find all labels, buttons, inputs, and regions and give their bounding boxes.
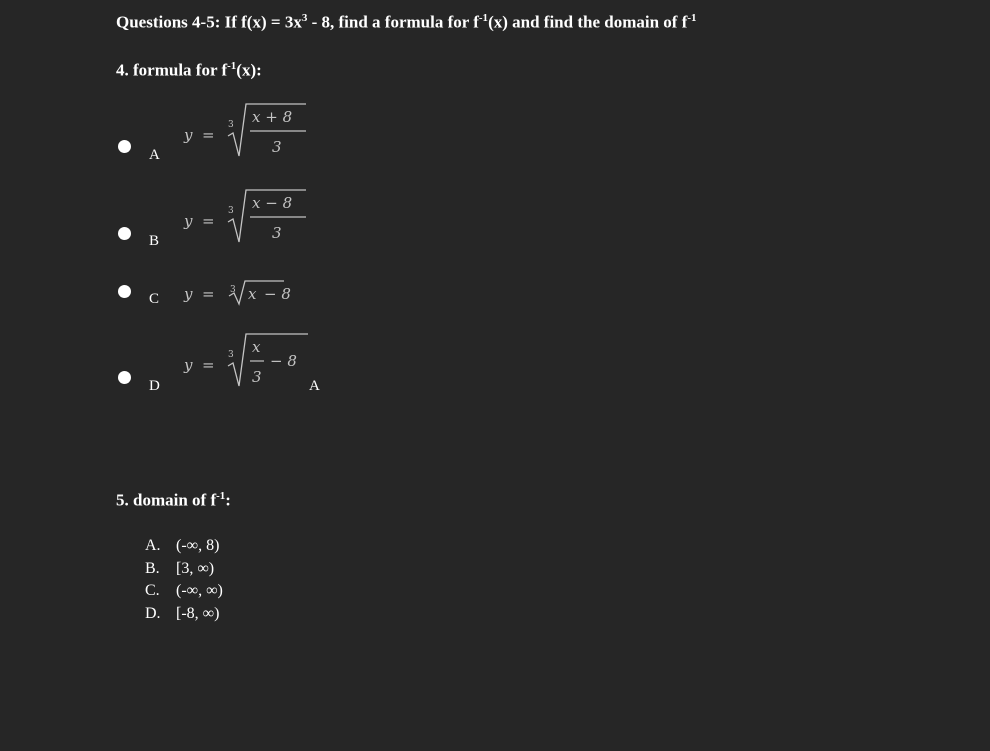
option-d-letter: D xyxy=(149,378,160,394)
radio-option-d[interactable] xyxy=(118,371,131,384)
radio-option-a[interactable] xyxy=(118,140,131,153)
svg-text:x + 8: x + 8 xyxy=(252,108,293,126)
svg-text:3: 3 xyxy=(228,350,234,360)
svg-text:=: = xyxy=(202,212,215,230)
formula-option-a xyxy=(184,100,314,162)
domain-options-list xyxy=(145,535,223,625)
svg-text:− 8: − 8 xyxy=(270,352,297,370)
question-5-heading: 5. domain of $f^{-1}$: xyxy=(116,490,231,510)
svg-text:y: y xyxy=(184,212,193,230)
svg-text:x: x xyxy=(248,285,257,303)
domain-option-d: D. [-8, ∞) xyxy=(145,604,220,622)
svg-text:3: 3 xyxy=(228,206,234,216)
formula-option-d xyxy=(184,330,314,392)
svg-text:3: 3 xyxy=(252,368,262,386)
domain-option-a: A. (-∞, 8) xyxy=(145,537,220,554)
question-4-answer: A xyxy=(309,378,320,394)
option-c-letter: C xyxy=(149,291,160,307)
domain-option-c: C. (-∞, ∞) xyxy=(145,582,223,599)
svg-text:x: x xyxy=(252,338,261,356)
svg-text:3: 3 xyxy=(230,285,236,295)
formula-option-b xyxy=(184,186,314,248)
svg-text:=: = xyxy=(202,356,215,374)
radio-option-c[interactable] xyxy=(118,285,131,298)
option-a-letter: A xyxy=(149,147,160,163)
formula-option-c xyxy=(184,278,314,308)
svg-text:3: 3 xyxy=(228,120,234,130)
svg-text:y: y xyxy=(184,285,193,303)
svg-text:y: y xyxy=(184,356,193,374)
domain-option-b: B. [3, ∞) xyxy=(145,559,215,577)
svg-text:=: = xyxy=(202,126,215,144)
option-b-letter: B xyxy=(149,233,160,249)
question-title: Questions 4-5: If $f(x) = 3x^3 - 8$, find a formula for $f^{-1}(x)$ and find the domain of $f^{-1}$ xyxy=(116,12,697,32)
question-4-heading: 4. formula for $f^{-1}(x)$: xyxy=(116,60,262,80)
svg-text:3: 3 xyxy=(272,224,282,242)
svg-text:x − 8: x − 8 xyxy=(252,194,293,212)
svg-text:3: 3 xyxy=(272,138,282,156)
svg-text:− 8: − 8 xyxy=(264,285,291,303)
svg-text:y: y xyxy=(184,126,193,144)
svg-text:=: = xyxy=(202,285,215,303)
radio-option-b[interactable] xyxy=(118,227,131,240)
